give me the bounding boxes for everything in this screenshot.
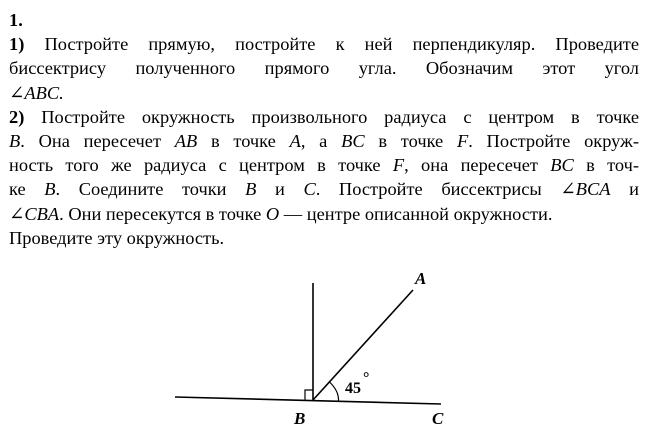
part2-line4: ке B. Соедините точки B и C. Постройте биссектрисы ∠BCA и (9, 179, 639, 200)
part2-line1: 2) Постройте окружность произвольного радиуса с центром в точке (9, 106, 639, 127)
part2-line6: Проведите эту окружность. (9, 227, 225, 248)
label-a: A (415, 269, 427, 288)
part1-marker: 1) (9, 34, 25, 55)
part2-marker: 2) (9, 106, 25, 127)
part2-line3: ность того же радиуса с центром в точке F, она пересечет BC в точ- (9, 155, 639, 176)
part1-line1: 1) Постройте прямую, постройте к ней перпендикуляр. Проведите (9, 34, 639, 55)
angle-value: 45 (345, 380, 361, 397)
label-b: B (294, 409, 306, 428)
part2-line5: ∠CBA. Они пересекутся в точке O — центре описанной окружности. (9, 203, 553, 224)
right-angle-mark (305, 390, 313, 400)
problem-number: 1. (9, 10, 23, 30)
angle-arc (330, 382, 339, 401)
degree-mark: ° (363, 370, 370, 387)
part1-line3: ∠ABC. (9, 82, 64, 103)
part1-line2: биссектрису полученного прямого угла. Обозначим этот угол (9, 58, 639, 79)
label-c: C (432, 409, 444, 428)
base-line (175, 397, 441, 404)
part2-line2: B. Она пересечет AB в точке A, а BC в точке F. Постройте окруж- (9, 131, 639, 152)
